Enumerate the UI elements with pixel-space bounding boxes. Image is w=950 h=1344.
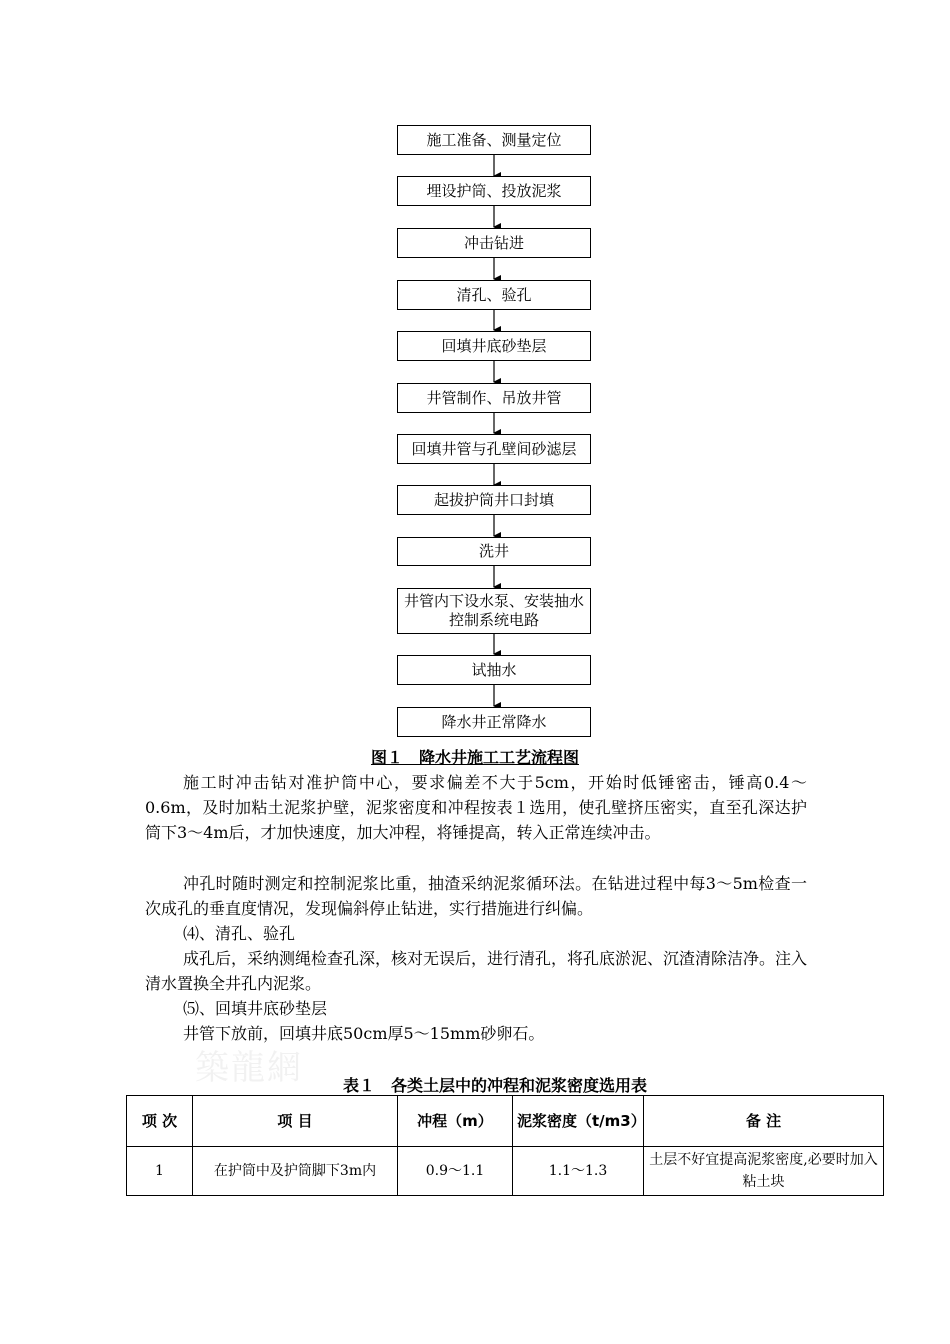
flow-step-9 [397, 537, 591, 566]
header-mud-density: 泥浆密度（t/m3） [513, 1096, 644, 1147]
flow-step-label: 冲击钻进 [463, 233, 524, 252]
header-index: 项 次 [127, 1096, 193, 1147]
figure-caption [0, 745, 950, 768]
selection-table [126, 1095, 884, 1196]
flow-step-1 [397, 125, 591, 155]
flow-step-label: 回填井底砂垫层 [441, 336, 547, 355]
flow-step-label: 降水井正常降水 [441, 712, 547, 731]
table-row [127, 1147, 884, 1196]
flow-step-label: 清孔、验孔 [456, 285, 532, 304]
header-remarks: 备 注 [644, 1096, 884, 1147]
section-heading-backfill: ⑸、回填井底砂垫层 [183, 999, 328, 1018]
flow-step-8 [397, 485, 591, 515]
watermark: 築龍網 [195, 1048, 303, 1088]
paragraph-drilling: 施工时冲击钻对准护筒中心，要求偏差不大于5cm，开始时低锤密击，锤高0.4～0.6m，及时加粘土泥浆护壁，泥浆密度和冲程按表１选用，使孔壁挤压密实，直至孔深达护筒下3～4m后，才加快速度，加大冲程，将锤提高，转入正常连续冲击。 [145, 773, 807, 842]
flow-step-label: 埋设护筒、投放泥浆 [426, 181, 562, 200]
section-heading-cleaning: ⑷、清孔、验孔 [183, 924, 296, 943]
header-item: 项 目 [193, 1096, 398, 1147]
paragraph-backfill: 井管下放前，回填井底50cm厚5～15mm砂卵石。 [183, 1024, 545, 1043]
flow-step-label: 洗井 [478, 542, 509, 560]
paragraph-cleaning: 成孔后，采纳测绳检查孔深，核对无误后，进行清孔，将孔底淤泥、沉渣清除洁净。注入清水置换全井孔内泥浆。 [145, 949, 808, 993]
cell-remarks: 土层不好宜提高泥浆密度,必要时加入粘土块 [644, 1147, 884, 1196]
table-caption: 表１ 各类土层中的冲程和泥浆密度选用表 [342, 1076, 647, 1095]
flow-step-2 [397, 176, 591, 206]
flow-step-label: 井管制作、吊放井管 [426, 388, 562, 407]
flow-step-6 [397, 383, 591, 413]
header-stroke: 冲程（m） [398, 1096, 513, 1147]
paragraph-mud-control: 冲孔时随时测定和控制泥浆比重，抽渣采纳泥浆循环法。在钻进过程中每3～5m检查一次成孔的垂直度情况，发现偏斜停止钻进，实行措施进行纠偏。 [145, 874, 807, 918]
flow-step-4 [397, 280, 591, 310]
flow-step-10 [397, 588, 591, 634]
cell-mud-density: 1.1～1.3 [513, 1147, 644, 1196]
table-header-row [127, 1096, 884, 1147]
cell-index: 1 [127, 1147, 193, 1196]
figure-caption-text: 图１ 降水井施工工艺流程图 [370, 748, 579, 767]
flow-step-5 [397, 331, 591, 361]
cell-item: 在护筒中及护筒脚下3m内 [193, 1147, 398, 1196]
flow-step-label: 回填井管与孔壁间砂滤层 [411, 439, 577, 458]
flow-step-12 [397, 707, 591, 737]
flow-step-7 [397, 434, 591, 464]
flow-step-label: 井管内下设水泵、安装抽水控制系统电路 [403, 592, 584, 629]
flow-step-label: 试抽水 [471, 660, 517, 679]
cell-stroke: 0.9～1.1 [398, 1147, 513, 1196]
flow-step-label: 施工准备、测量定位 [426, 130, 562, 149]
flow-step-label: 起拔护筒井口封填 [433, 490, 554, 509]
flow-step-11 [397, 655, 591, 685]
flow-step-3 [397, 228, 591, 258]
